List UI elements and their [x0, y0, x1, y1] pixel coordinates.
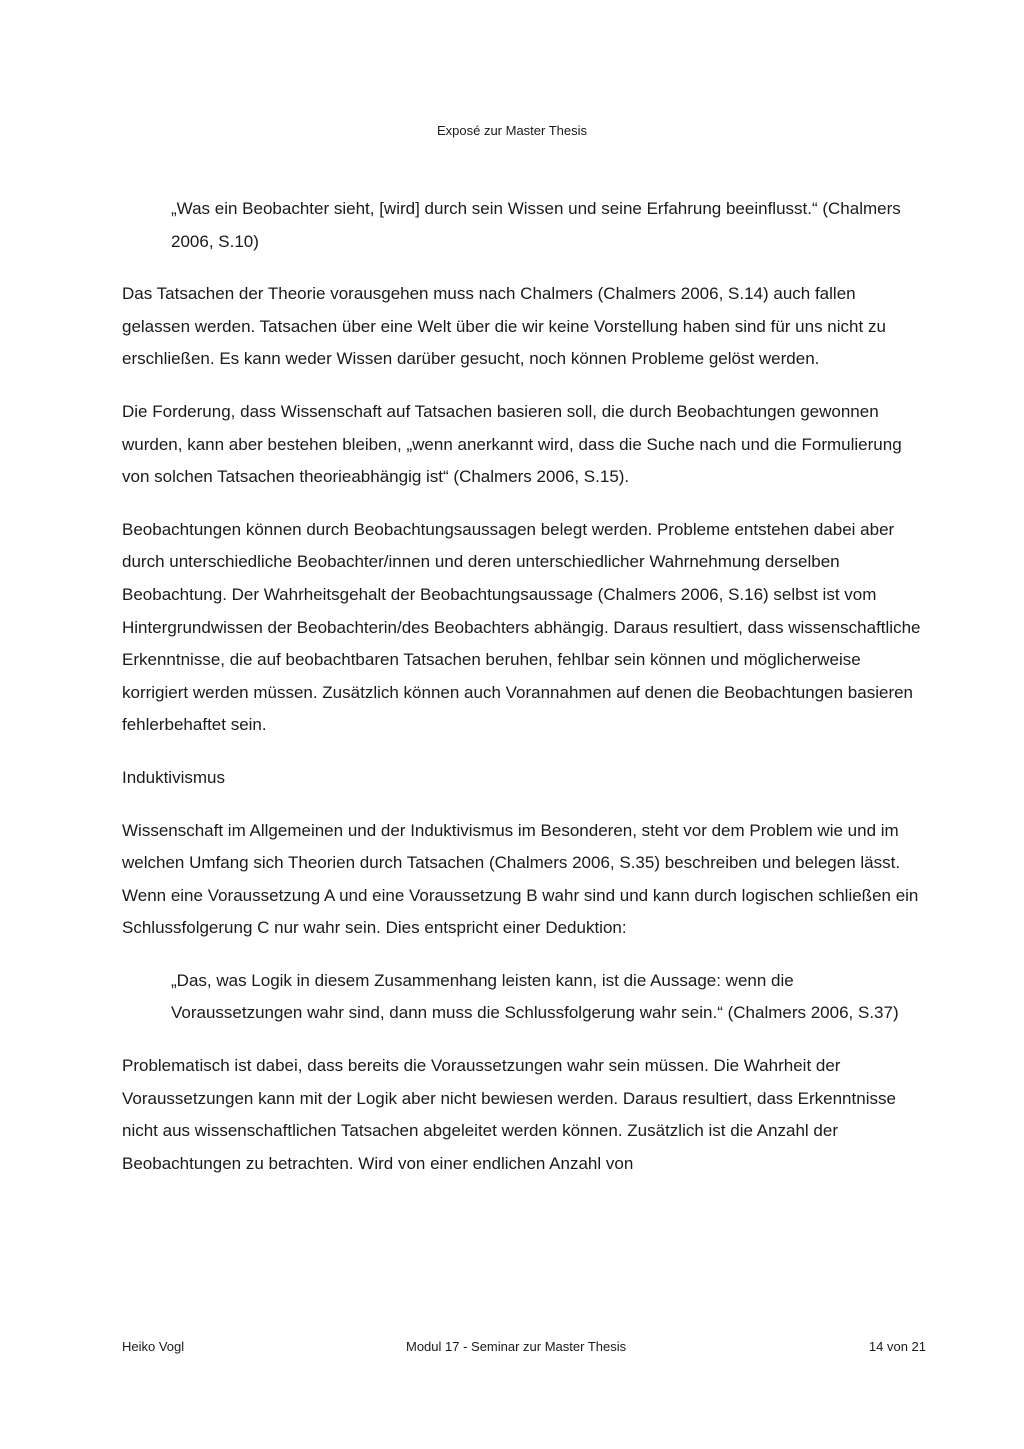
- header-title: Exposé zur Master Thesis: [436, 123, 588, 138]
- page-header: [0, 123, 1024, 139]
- paragraph-science-facts: Die Forderung, dass Wissenschaft auf Tatsachen basieren soll, die durch Beobachtungen gewonnen wurden, kann aber bestehen bleiben, „wenn anerkannt wird, dass die Suche nach und die Formulierung von solchen Tatsachen theorieabhängig ist“ (Chalmers 2006, S.15).: [122, 401, 902, 487]
- section-heading-induktivismus: Induktivismus: [122, 767, 225, 787]
- block-quote-chalmers-observation: „Was ein Beobachter sieht, [wird] durch sein Wissen und seine Erfahrung beeinflusst.“ (Chalmers 2006, S.10): [171, 199, 901, 251]
- paragraph-observation-statements: Beobachtungen können durch Beobachtungsaussagen belegt werden. Probleme entstehen dabei aber durch unterschiedliche Beobachter/innen und deren unterschiedlicher Wahrnehmung derselben Beobachtung. Der Wahrheitsgehalt der Beobachtungsaussage (Chalmers 2006, S.16) selbst ist vom Hintergrundwissen der Beobachterin/des Beobachters abhängig. Daraus resultiert, dass wissenschaftliche Erkenntnisse, die auf beobachtbaren Tatsachen beruhen, fehlbar sein können und möglicherweise korrigiert werden müssen. Zusätzlich können auch Vorannahmen auf denen die Beobachtungen basieren fehlerbehaftet sein.: [122, 519, 921, 735]
- document-body: [122, 193, 928, 1200]
- footer-author: Heiko Vogl: [122, 1339, 185, 1354]
- footer-module: Modul 17 - Seminar zur Master Thesis: [406, 1339, 627, 1354]
- block-quote-chalmers-logic: „Das, was Logik in diesem Zusammenhang leisten kann, ist die Aussage: wenn die Voraussetzungen wahr sind, dann muss die Schlussfolgerung wahr sein.“ (Chalmers 2006, S.37): [171, 970, 899, 1023]
- paragraph-premises-problem: Problematisch ist dabei, dass bereits die Voraussetzungen wahr sein müssen. Die Wahrheit der Voraussetzungen kann mit der Logik aber nicht bewiesen werden. Daraus resultiert, dass Erkenntnisse nicht aus wissenschaftlichen Tatsachen abgeleitet werden können. Zusätzlich ist die Anzahl der Beobachtungen zu betrachten. Wird von einer endlichen Anzahl von: [122, 1056, 896, 1173]
- paragraph-induction-problem: Wissenschaft im Allgemeinen und der Induktivismus im Besonderen, steht vor dem Problem wie und im welchen Umfang sich Theorien durch Tatsachen (Chalmers 2006, S.35) beschreiben und belegen lässt. Wenn eine Voraussetzung A und eine Voraussetzung B wahr sind und kann durch logischen schließen ein Schlussfolgerung C nur wahr sein. Dies entspricht einer Deduktion:: [122, 820, 919, 938]
- paragraph-facts-theory: Das Tatsachen der Theorie vorausgehen muss nach Chalmers (Chalmers 2006, S.14) auch fallen gelassen werden. Tatsachen über eine Welt über die wir keine Vorstellung haben sind für uns nicht zu erschließen. Es kann weder Wissen darüber gesucht, noch können Probleme gelöst werden.: [122, 284, 886, 369]
- footer-page-number: 14 von 21: [868, 1339, 926, 1354]
